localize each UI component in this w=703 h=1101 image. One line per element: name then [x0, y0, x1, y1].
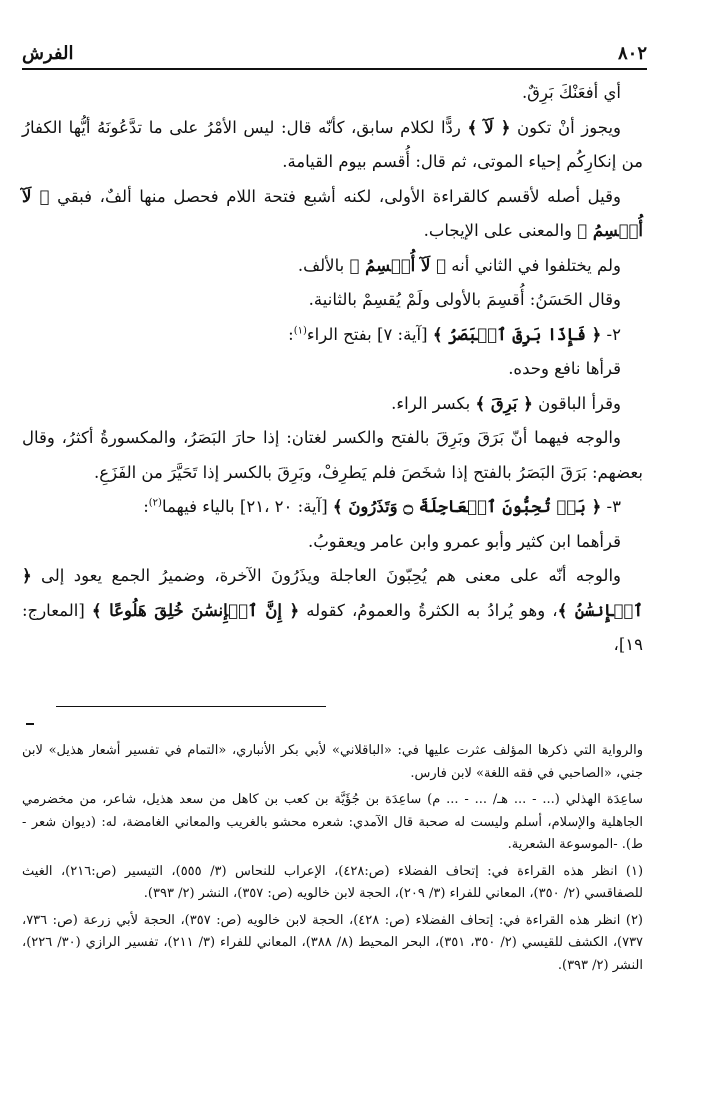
- text-span: ويجوز أنْ تكون: [517, 117, 621, 137]
- item-number: ٢-: [601, 324, 621, 344]
- text-span: :: [143, 497, 149, 516]
- paragraph: [22, 111, 643, 180]
- footnote-ref: (١): [293, 325, 307, 336]
- quran-quote: ﴿ بَلۡ تُحِبُّونَ ٱلۡعَاجِلَةَ ۝ وَتَذَرُونَ ﴾: [332, 497, 602, 516]
- footnote-continued: ساعِدَة الهذلي (... - ... هـ/ ... - ... م) ساعِدَة بن جُؤَيَّة بن كعب بن كاهل من سعد هذيل، شاعر، من مخضرمي الجاهلية والإسلام، أسلم وليست له صحبة قال الآمدي: شعره محشو بالغريب والمعاني الغامضة، له: (ديوان شعر - ط). -الموسوعة الشعرية.: [22, 792, 643, 852]
- text-span: بكسر الراء.: [391, 393, 471, 413]
- item-number: ٣-: [601, 497, 621, 516]
- text-span: وقرأ الباقون: [538, 393, 621, 413]
- text-span: والمعنى على الإيجاب.: [423, 221, 573, 240]
- paragraph: [22, 180, 643, 249]
- text-span: [آية: ٢٠ ،٢١] بالياء فيهما: [161, 497, 328, 516]
- text-span: والوجه أنّه على معنى هم يُحِبّونَ العاجلة ويذَرُونَ الآخرة، وضميرُ الجمع يعود إلى: [41, 566, 621, 585]
- text-span: :: [288, 324, 294, 344]
- paragraph: [22, 559, 643, 663]
- text-span: وقيل أصله لأقسم كالقراءة الأولى، لكنه أشبع فتحة اللام فحصل منها ألفٌ، فبقي: [57, 186, 622, 206]
- footnote-separator: [56, 706, 326, 707]
- quran-quote: ﴿ ٱلۡإِنسَٰنُ ﴾: [22, 566, 643, 620]
- footnote-continued: والرواية التي ذكرها المؤلف عثرت عليها في: «الباقلاني» لأبي بكر الأنباري، «التمام في تفسير أشعار هذيل» لابن جني، «الصاحبي في فقه اللغة» لابن فارس.: [22, 743, 643, 781]
- paragraph: [22, 421, 643, 490]
- footnote-dash: [26, 723, 34, 725]
- quran-quote: ﴿ لَآ أُقۡسِمُ ﴾: [22, 186, 643, 240]
- paragraph: [22, 490, 643, 525]
- paragraph: [22, 525, 643, 560]
- paragraph: [22, 249, 643, 284]
- text-span: ، وهو يُرادُ به الكثرةُ والعمومُ، كقوله: [306, 600, 558, 620]
- footnote-2: (٢) انظر هذه القراءة في: إتحاف الفضلاء (ص: ٤٢٨)، الحجة لابن خالويه (ص: ٣٥٧)، الحجة لأبي زرعة (ص: ٧٣٦، ٧٣٧)، الكشف للقيسي (٢/ ٣٥٠، ٣٥١)، البحر المحيط (٨/ ٣٨٨)، المعاني للفراء (٣/ ٢١١)، تفسير الرازي (٣٠/ ٢٢٦)، النشر (٢/ ٣٩٣).: [22, 912, 644, 973]
- text-line: قرأها نافع وحده.: [508, 359, 621, 378]
- text-span: ولم يختلفوا في الثاني أنه: [451, 255, 621, 275]
- page-number: ٨٠٢: [617, 43, 647, 64]
- paragraph: [22, 352, 643, 387]
- quran-quote: ﴿ بَرِقَ ﴾: [475, 393, 533, 413]
- footnotes: [22, 740, 643, 981]
- running-header: [22, 40, 647, 70]
- quran-quote: ﴿ لَآ أُقۡسِمُ ﴾: [349, 255, 447, 275]
- quran-quote: ﴿ إِنَّ ٱلۡإِنسَٰنَ خُلِقَ هَلُوعًا ﴾: [91, 600, 300, 620]
- text-line: قرأهما ابن كثير وأبو عمرو وابن عامر ويعقوبُ.: [307, 531, 621, 551]
- quran-quote: ﴿ فَإِذَا بَرِقَ ٱلۡبَصَرُ ﴾: [432, 324, 602, 344]
- text-span: [آية: ٧] بفتح الراء: [306, 324, 428, 344]
- text-line: والوجه فيهما أنّ بَرَقَ وبَرِقَ بالفتح والكسر لغتان: إذا حارَ البَصَرُ، والمكسورةُ أكثرُ، وقال بعضهم: بَرَقَ البَصَرُ بالفتح إذا شخَصَ فلم يَطرِفْ، وبَرِقَ بالكسر إذا تَحَيَّرَ من الفَزَعِ.: [22, 428, 643, 482]
- paragraph: [22, 283, 643, 318]
- text-span: ردًّا لكلام سابق، كأنّه قال: ليس الأمْرُ على ما تدَّعُونَهُ أيُّها الكفارُ من إنكارِكُم إحياء الموتى، ثم قال: أُقسم بيوم القيامة.: [22, 117, 643, 171]
- paragraph: [22, 387, 643, 422]
- paragraph: [22, 318, 643, 353]
- text-span: [المعارج: ١٩]،: [22, 600, 643, 654]
- quran-quote: ﴿ لَآ ﴾: [467, 117, 511, 137]
- text-line: وقال الحَسَنُ: أُقسِمَ بالأولى ولَمْ يُقسِمْ بالثانية.: [308, 290, 621, 309]
- footnote-ref: (٢): [148, 497, 162, 509]
- paragraph: [22, 76, 643, 111]
- footnote-1: (١) انظر هذه القراءة في: إتحاف الفضلاء (ص:٤٢٨)، الإعراب للنحاس (٣/ ٥٥٥)، التيسير (ص:٢١٦)، الغيث للصفاقسي (٢/ ٣٥٠)، المعاني للفراء (٣/ ٢٠٩)، الحجة لابن خالويه (ص: ٣٥٧)، النشر (٢/ ٣٩٣).: [22, 863, 644, 901]
- text-line: أي أفعَنْكَ بَرِقٌ.: [521, 83, 621, 102]
- text-span: بالألف.: [297, 255, 345, 275]
- main-text: [22, 76, 643, 663]
- section-title: الفرش: [22, 43, 74, 64]
